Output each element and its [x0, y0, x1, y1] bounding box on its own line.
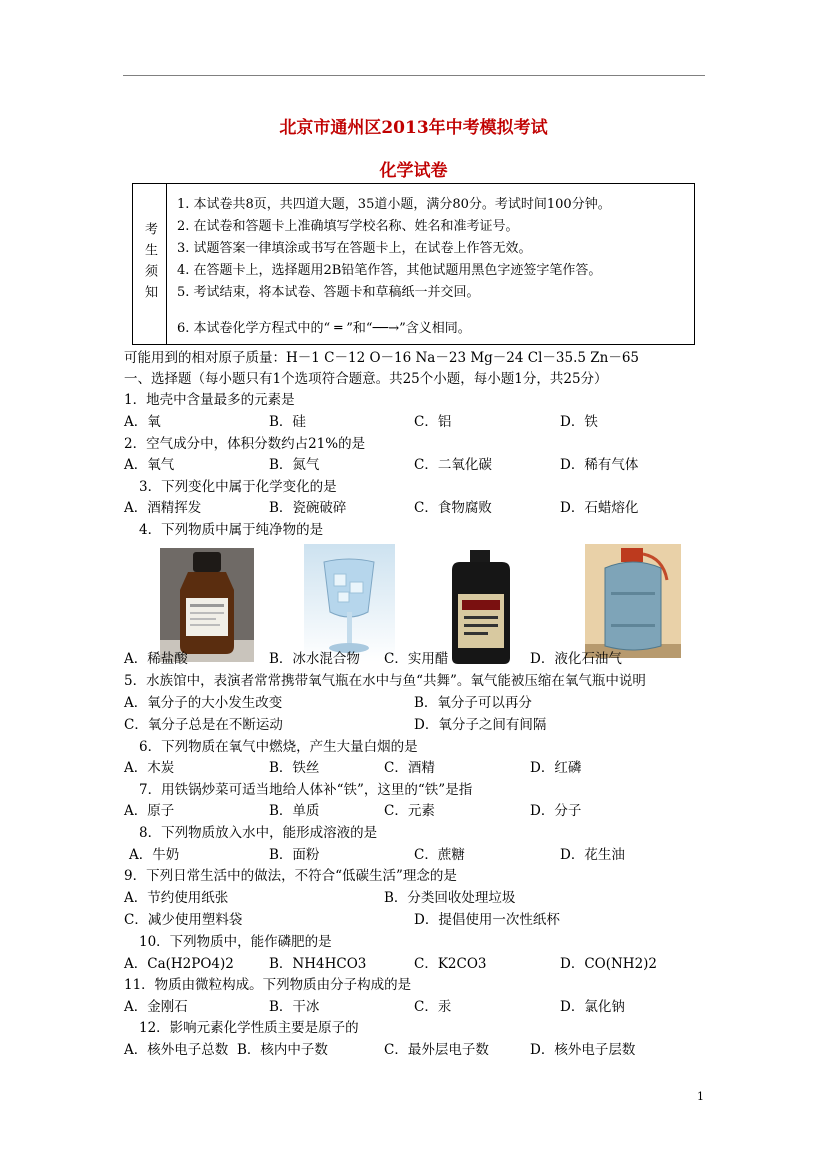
question-stem: 9．下列日常生活中的做法，不符合“低碳生活”理念的是 [124, 868, 457, 884]
option-b: B．分类回收处理垃圾 [384, 890, 516, 906]
option-d: D．氧分子之间有间隔 [414, 717, 547, 733]
notice-item: 1. 本试卷共8页，共四道大题，35道小题，满分80分。考试时间100分钟。 [177, 197, 611, 212]
option-d: D．液化石油气 [530, 651, 622, 667]
atomic-masses: 可能用到的相对原子质量：H－1 C－12 O－16 Na－23 Mg－24 Cl－35.5 Zn－65 [124, 350, 640, 366]
question-stem: 7．用铁锅炒菜可适当地给人体补“铁”，这里的“铁”是指 [139, 782, 473, 798]
ice-water-glass-image [304, 544, 395, 662]
option-d: D．石蜡熔化 [560, 500, 639, 516]
option-a: A．氧气 [124, 457, 175, 473]
option-b: B．氮气 [269, 457, 320, 473]
question-stem: 11．物质由微粒构成。下列物质由分子构成的是 [124, 977, 412, 993]
option-c: C．二氧化碳 [414, 457, 492, 473]
notice-box [132, 183, 695, 345]
question-stem: 5．水族馆中，表演者常常携带氧气瓶在水中与鱼“共舞”。氧气能被压缩在氧气瓶中说明 [124, 673, 646, 689]
option-b: B．铁丝 [269, 760, 320, 776]
option-a: A．木炭 [124, 760, 175, 776]
notice-item: 3. 试题答案一律填涂或书写在答题卡上，在试卷上作答无效。 [177, 241, 532, 256]
question-stem: 4．下列物质中属于纯净物的是 [139, 522, 324, 538]
option-a: A．Ca(H2PO4)2 [124, 956, 234, 972]
option-a: A．金刚石 [124, 999, 188, 1015]
option-c: C．减少使用塑料袋 [124, 912, 243, 928]
option-a: A．氧分子的大小发生改变 [124, 695, 283, 711]
option-c: C．氧分子总是在不断运动 [124, 717, 283, 733]
option-d: D．CO(NH2)2 [560, 956, 658, 972]
page-number: 1 [697, 1090, 704, 1103]
option-d: D．核外电子层数 [530, 1042, 636, 1058]
option-d: D．分子 [530, 803, 582, 819]
option-c: C．最外层电子数 [384, 1042, 489, 1058]
question-stem: 3．下列变化中属于化学变化的是 [139, 479, 337, 495]
option-c: C．元素 [384, 803, 435, 819]
question-stem: 1．地壳中含量最多的元素是 [124, 392, 295, 408]
option-c: C．食物腐败 [414, 500, 492, 516]
option-b: B．单质 [269, 803, 320, 819]
option-d: D．提倡使用一次性纸杯 [414, 912, 560, 928]
gas-cylinder-image [585, 544, 681, 658]
option-a: A．稀盐酸 [124, 651, 188, 667]
exam-title: 北京市通州区2013年中考模拟考试 [279, 118, 548, 138]
notice-item: 6. 本试卷化学方程式中的“ ═ ”和“──→”含义相同。 [177, 321, 471, 336]
option-d: D．铁 [560, 414, 598, 430]
question-stem: 2．空气成分中，体积分数约占21%的是 [124, 436, 366, 452]
option-b: B．冰水混合物 [269, 651, 360, 667]
option-c: C．蔗糖 [414, 847, 465, 863]
option-b: B．硅 [269, 414, 306, 430]
option-b: B．干冰 [269, 999, 320, 1015]
option-c: C．K2CO3 [414, 956, 487, 972]
question-stem: 10．下列物质中，能作磷肥的是 [139, 934, 332, 950]
option-a: A．核外电子总数 [124, 1042, 229, 1058]
option-a: A．原子 [124, 803, 175, 819]
option-c: C．酒精 [384, 760, 435, 776]
option-d: D．氯化钠 [560, 999, 625, 1015]
option-c: C．汞 [414, 999, 452, 1015]
option-a: A．节约使用纸张 [124, 890, 229, 906]
option-c: C．铝 [414, 414, 452, 430]
vinegar-bottle-image [448, 548, 514, 666]
notice-item: 2. 在试卷和答题卡上准确填写学校名称、姓名和准考证号。 [177, 219, 519, 234]
option-a: A．酒精挥发 [124, 500, 202, 516]
option-d: D．红磷 [530, 760, 582, 776]
option-b: B．氧分子可以再分 [414, 695, 532, 711]
option-b: B．核内中子数 [237, 1042, 328, 1058]
exam-subtitle: 化学试卷 [379, 161, 448, 181]
notice-item: 5. 考试结束，将本试卷、答题卡和草稿纸一并交回。 [177, 285, 480, 300]
option-c: C．实用醋 [384, 651, 449, 667]
option-d: D．稀有气体 [560, 457, 639, 473]
option-a: A．牛奶 [129, 847, 180, 863]
question-stem: 12．影响元素化学性质主要是原子的 [139, 1020, 359, 1036]
option-b: B．面粉 [269, 847, 320, 863]
option-b: B．瓷碗破碎 [269, 500, 347, 516]
question-stem: 8．下列物质放入水中，能形成溶液的是 [139, 825, 378, 841]
notice-item: 4. 在答题卡上，选择题用2B铅笔作答，其他试题用黑色字迹签字笔作答。 [177, 263, 602, 278]
section-heading: 一、选择题（每小题只有1个选项符合题意。共25个小题，每小题1分，共25分） [124, 371, 608, 387]
question-stem: 6．下列物质在氧气中燃烧，产生大量白烟的是 [139, 739, 418, 755]
option-b: B．NH4HCO3 [269, 956, 367, 972]
reagent-bottle-image [160, 548, 254, 662]
option-d: D．花生油 [560, 847, 625, 863]
option-a: A．氧 [124, 414, 161, 430]
header-rule [123, 75, 705, 76]
notice-label: 考生须知 [133, 184, 167, 344]
